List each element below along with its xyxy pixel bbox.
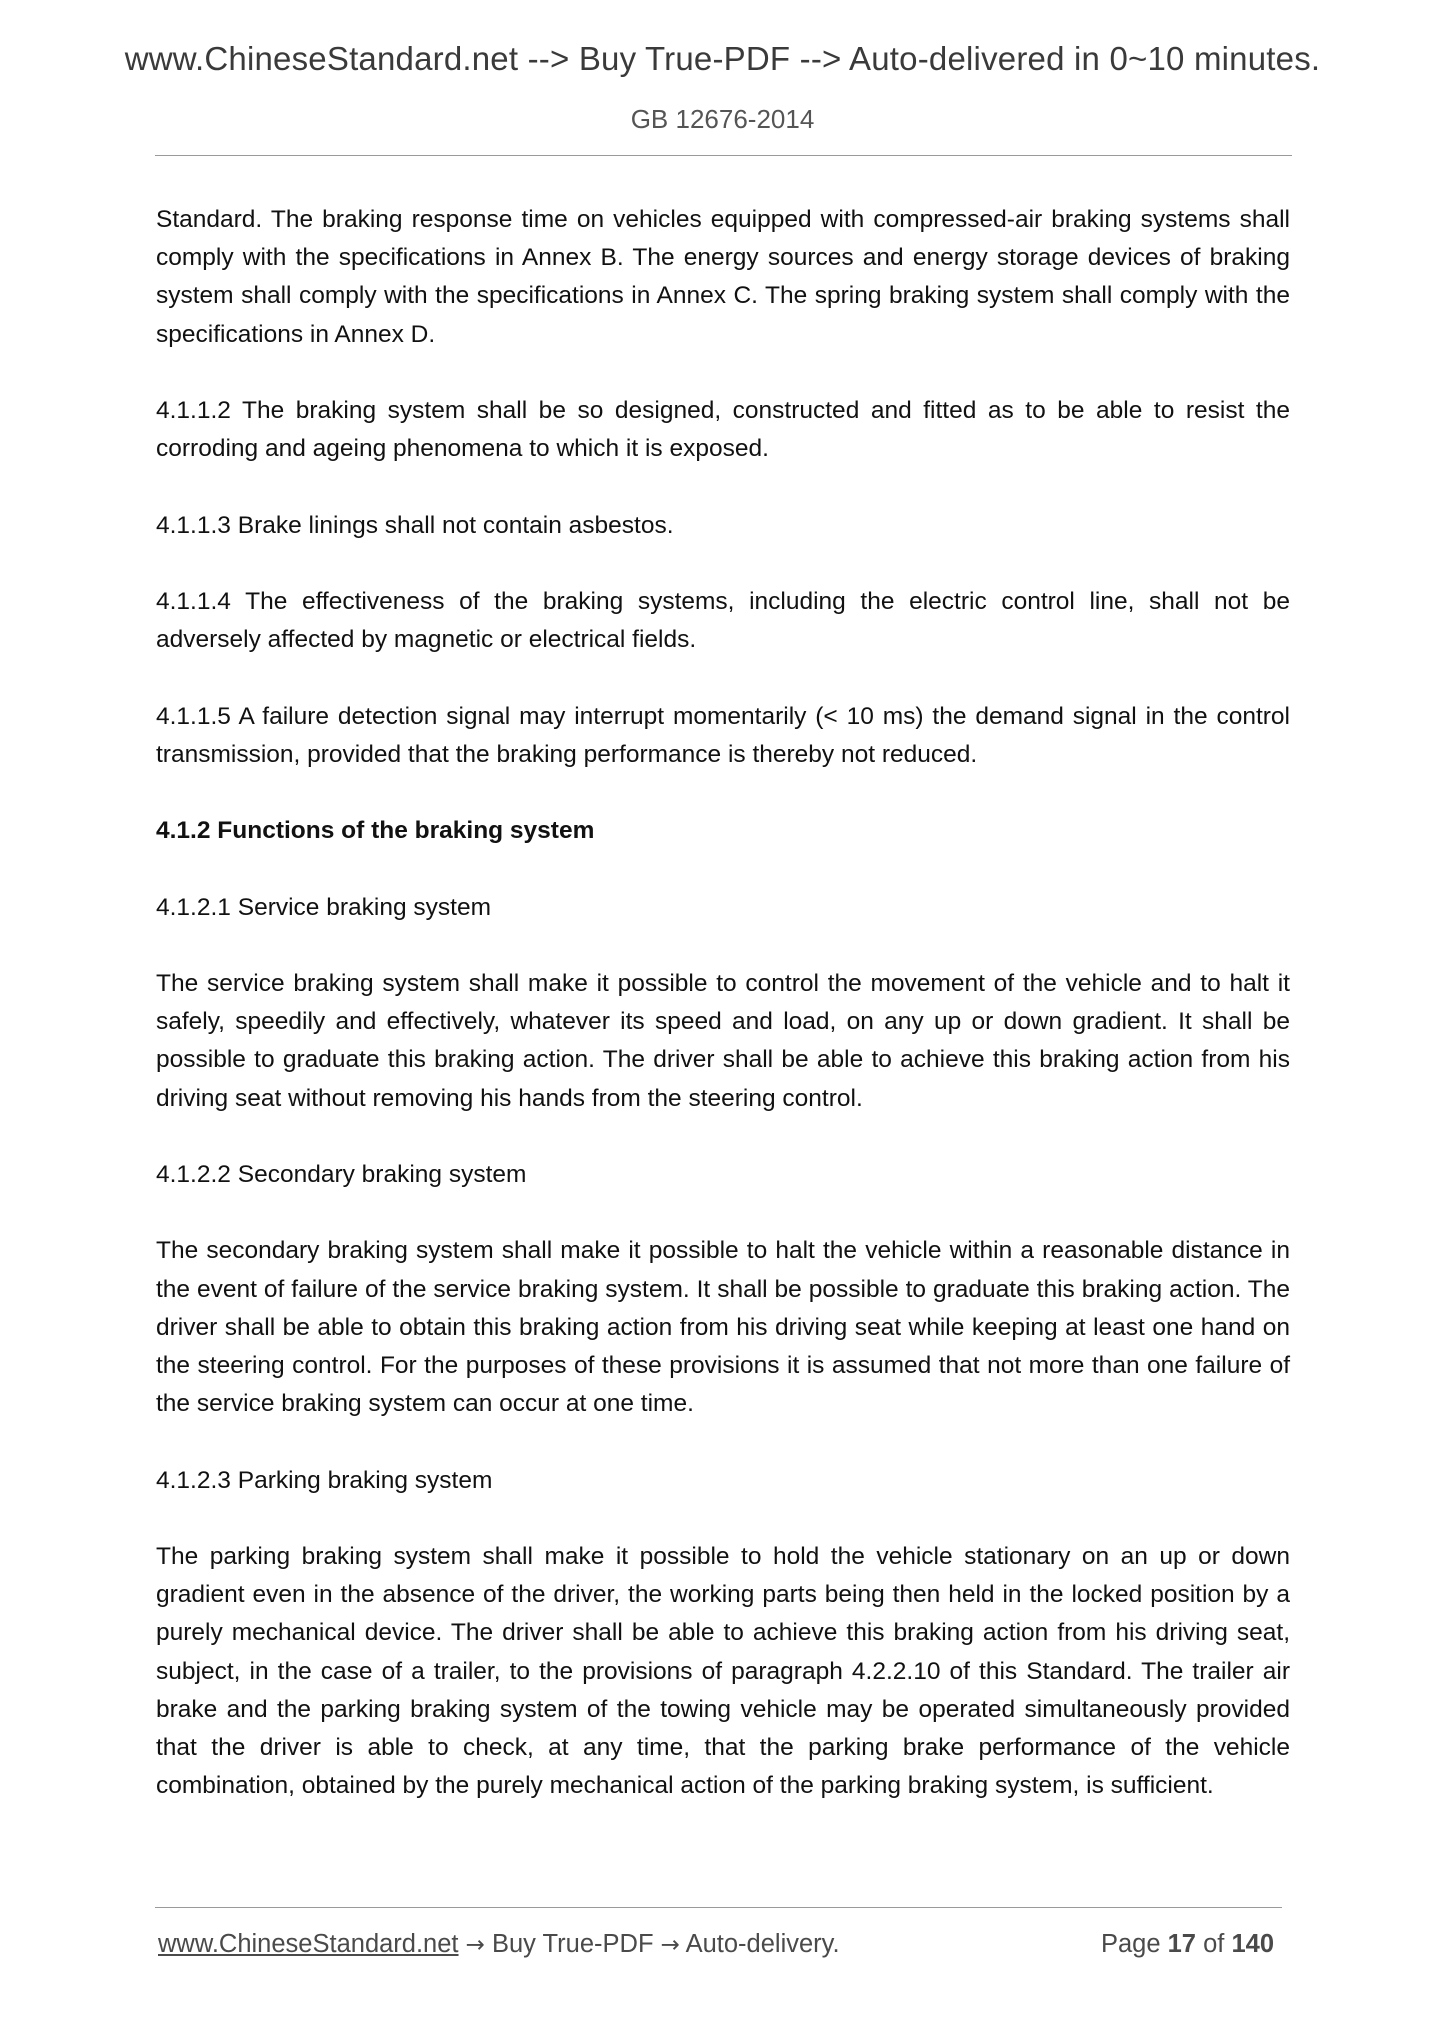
buy-true-pdf-text: Buy True-PDF	[491, 1930, 654, 1958]
clause-4-1-1-4: 4.1.1.4 The effectiveness of the braking systems, including the electric control line, shall not be adversely affected by magnetic or electrical fields.	[156, 587, 1290, 654]
footer-links	[158, 1930, 840, 1959]
site-banner: www.ChineseStandard.net --> Buy True-PDF --> Auto-delivered in 0~10 minutes.	[124, 40, 1321, 77]
clause-4-1-1-5: 4.1.1.5 A failure detection signal may interrupt momentarily (< 10 ms) the demand signal in the control transmission, provided that the braking performance is thereby not reduced.	[156, 702, 1290, 768]
arrow-right-icon: →	[465, 1932, 485, 1958]
subsection-title-4-1-2-1: 4.1.2.1 Service braking system	[156, 893, 491, 921]
service-braking-paragraph: The service braking system shall make it possible to control the movement of the vehicle and to halt it safely, speedily and effectively, whatever its speed and load, on any up or down gradient. It shall be possible to graduate this braking action. The driver shall be able to achieve this braking action from his driving seat without removing his hands from the steering control.	[156, 969, 1290, 1112]
website-link[interactable]: www.ChineseStandard.net	[158, 1930, 459, 1958]
secondary-braking-paragraph: The secondary braking system shall make it possible to halt the vehicle within a reasonable distance in the event of failure of the service braking system. It shall be possible to graduate this braking action. The driver shall be able to obtain this braking action from his driving seat while keeping at least one hand on the steering control. For the purposes of these provisions it is assumed that not more than one failure of the service braking system can occur at one time.	[156, 1237, 1290, 1418]
header-divider	[155, 155, 1292, 156]
parking-braking-paragraph: The parking braking system shall make it possible to hold the vehicle stationary on an up or down gradient even in the absence of the driver, the working parts being then held in the locked position by a purely mechanical device. The driver shall be able to achieve this braking action from his driving seat, subject, in the case of a trailer, to the provisions of paragraph 4.2.2.10 of this Standard. The trailer air brake and the parking braking system of the towing vehicle may be operated simultaneously provided that the driver is able to check, at any time, that the parking brake performance of the vehicle combination, obtained by the purely mechanical action of the parking braking system, is sufficient.	[156, 1542, 1290, 1800]
page-total: 140	[1231, 1930, 1274, 1958]
footer-divider	[155, 1907, 1282, 1908]
paragraph-annex-references: Standard. The braking response time on vehicles equipped with compressed-air braking systems shall comply with the specifications in Annex B. The energy sources and energy storage devices of braking system shall comply with the specifications in Annex C. The spring braking system shall comply with the specifications in Annex D.	[156, 206, 1290, 348]
page-of-label: of	[1203, 1930, 1225, 1958]
document-body	[156, 201, 1290, 1844]
section-heading-4-1-2: 4.1.2 Functions of the braking system	[156, 817, 595, 845]
page-label: Page	[1100, 1930, 1161, 1958]
clause-4-1-1-3: 4.1.1.3 Brake linings shall not contain asbestos.	[156, 511, 674, 539]
arrow-right-icon: →	[660, 1932, 680, 1958]
subsection-title-4-1-2-2: 4.1.2.2 Secondary braking system	[156, 1160, 527, 1188]
standard-code: GB 12676-2014	[630, 104, 815, 134]
subsection-title-4-1-2-3: 4.1.2.3 Parking braking system	[156, 1466, 493, 1494]
page-current: 17	[1167, 1930, 1196, 1958]
page-indicator	[1101, 1930, 1274, 1959]
clause-4-1-1-2: 4.1.1.2 The braking system shall be so designed, constructed and fitted as to be able to resist the corroding and ageing phenomena to which it is exposed.	[156, 397, 1290, 463]
auto-delivery-text: Auto-delivery.	[685, 1930, 840, 1958]
